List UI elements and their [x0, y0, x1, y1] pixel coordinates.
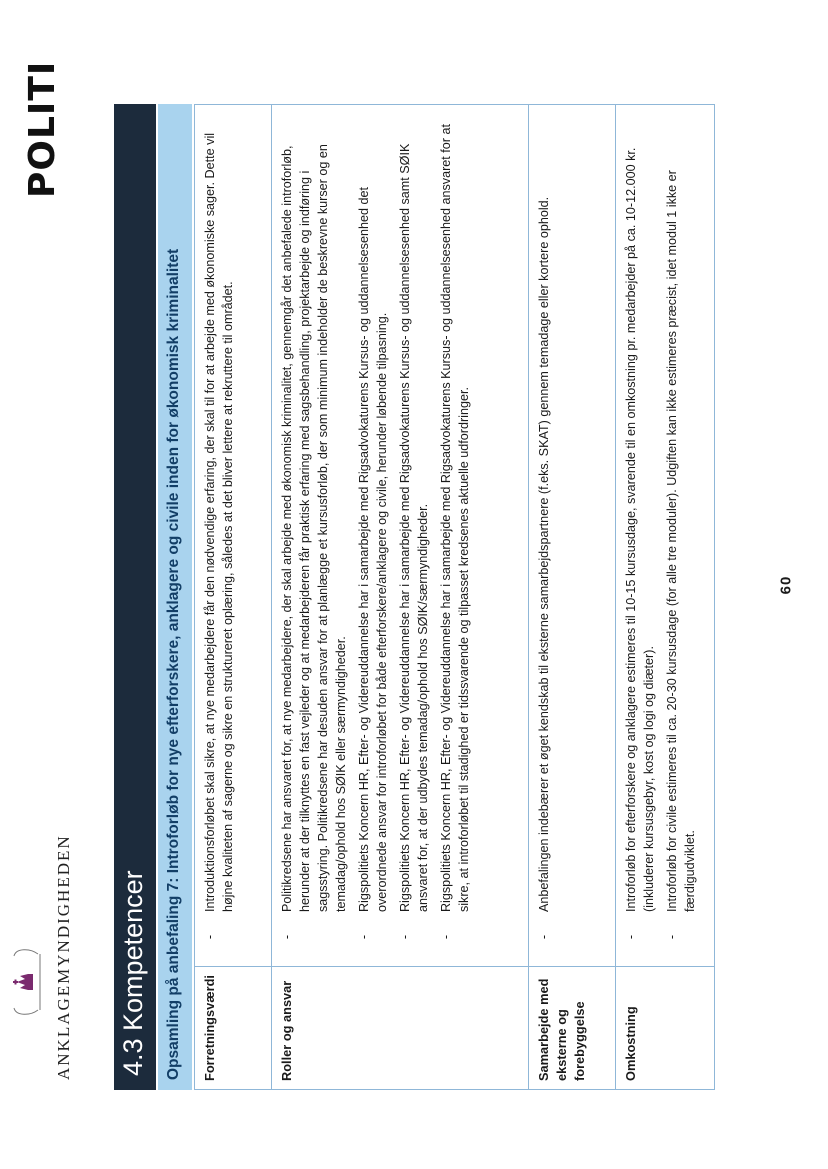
- list-item: - Introforløb for civile estimeres til ca. 20-30 kursusdage (for alle tre moduler). Udgiften kan ikke estimeres præcist, idet modul 1 ikke er færdigudviklet.: [665, 170, 697, 940]
- list-item: - Politikredsene har ansvaret for, at nye medarbejdere, der skal arbejde med økonomisk kriminalitet, gennemgår det anbefalede introforløb, herunder at der tilknyttes en fast vejleder og at medarbejderen får praktisk erfaring med sagsbehandling, projektarbejde og indføring i sagsstyring. Politikredsene har desuden ansvar for at planlægge et kursusforløb, der som minimum indeholder de beskrevne kurser og en temadag/ophold hos SØIK eller særmyndigheder.: [280, 144, 348, 940]
- row-content: [616, 105, 715, 967]
- page-number: 60: [777, 575, 795, 595]
- title-bar: [114, 104, 156, 1090]
- table-row: [195, 105, 272, 1090]
- list-item: - Rigspolitiets Koncern HR, Efter- og Videreuddannelse har i samarbejde med Rigsadvokaturens Kursus- og uddannelsesenhed samt SØIK ansvaret for, at der udbydes temadag/ophold hos SØIK/særmyndigheder.: [398, 143, 430, 940]
- header: [0, 60, 100, 1112]
- rotated-slide: [0, 60, 760, 1112]
- table-row: [616, 105, 715, 1090]
- page-title: 4.3 Kompetencer: [118, 870, 148, 1076]
- recommendation-table: [194, 104, 715, 1090]
- row-label: Forretningsværdi: [195, 967, 272, 1090]
- table-row: [272, 105, 529, 1090]
- list-item: - Anbefalingen indebærer et øget kendskab til eksterne samarbejdspartnere (f.eks. SKAT) gennem temadage eller kortere ophold.: [537, 196, 551, 940]
- row-label: Samarbejde med eksterne og forebyggelse: [529, 967, 616, 1090]
- politi-logo: POLITI: [22, 60, 63, 198]
- row-label: Roller og ansvar: [272, 967, 529, 1090]
- subtitle-bar: [158, 104, 192, 1090]
- crown-logo: [8, 934, 48, 1030]
- agency-brand: [54, 834, 74, 1080]
- table-row: [529, 105, 616, 1090]
- list-item: - Introforløb for efterforskere og anklagere estimeres til 10-15 kursusdage, svarende til en omkostning pr. medarbejder på ca. 10-12.000 kr. (inkluderer kursusgebyr, kost og logi og diæter).: [624, 147, 656, 940]
- crown-icon: [8, 934, 48, 1030]
- list-item: - Rigspolitiets Koncern HR, Efter- og Videreuddannelse har i samarbejde med Rigsadvokaturens Kursus- og uddannelsesenhed det overordnede ansvar for introforløbet for både efterforskere/anklagere og civile, herunder løbende tilpasning.: [357, 187, 389, 940]
- row-label: Omkostning: [616, 967, 715, 1090]
- section-subtitle: Opsamling på anbefaling 7: Introforløb for nye efterforskere, anklagere og civile inden for økonomisk kriminalitet: [165, 248, 182, 1080]
- agency-name: ANKLAGEMYNDIGHEDEN: [54, 834, 73, 1080]
- row-content: [195, 105, 272, 967]
- row-content: [529, 105, 616, 967]
- row-content: [272, 105, 529, 967]
- list-item: - Rigspolitiets Koncern HR, Efter- og Videreuddannelse har i samarbejde med Rigsadvokaturens Kursus- og uddannelsesenhed ansvaret for at sikre, at introforløbet til stadighed er tidssvarende og tilpasset kredsenes aktuelle udfordringer.: [439, 124, 471, 940]
- list-item: - Introduktionsforløbet skal sikre, at nye medarbejdere får den nødvendige erfaring, der skal til for at arbejde med økonomiske sager. Dette vil højne kvaliteten af sagerne og sikre en struktureret oplæring, således at det bliver lettere at rekruttere til området.: [203, 132, 235, 940]
